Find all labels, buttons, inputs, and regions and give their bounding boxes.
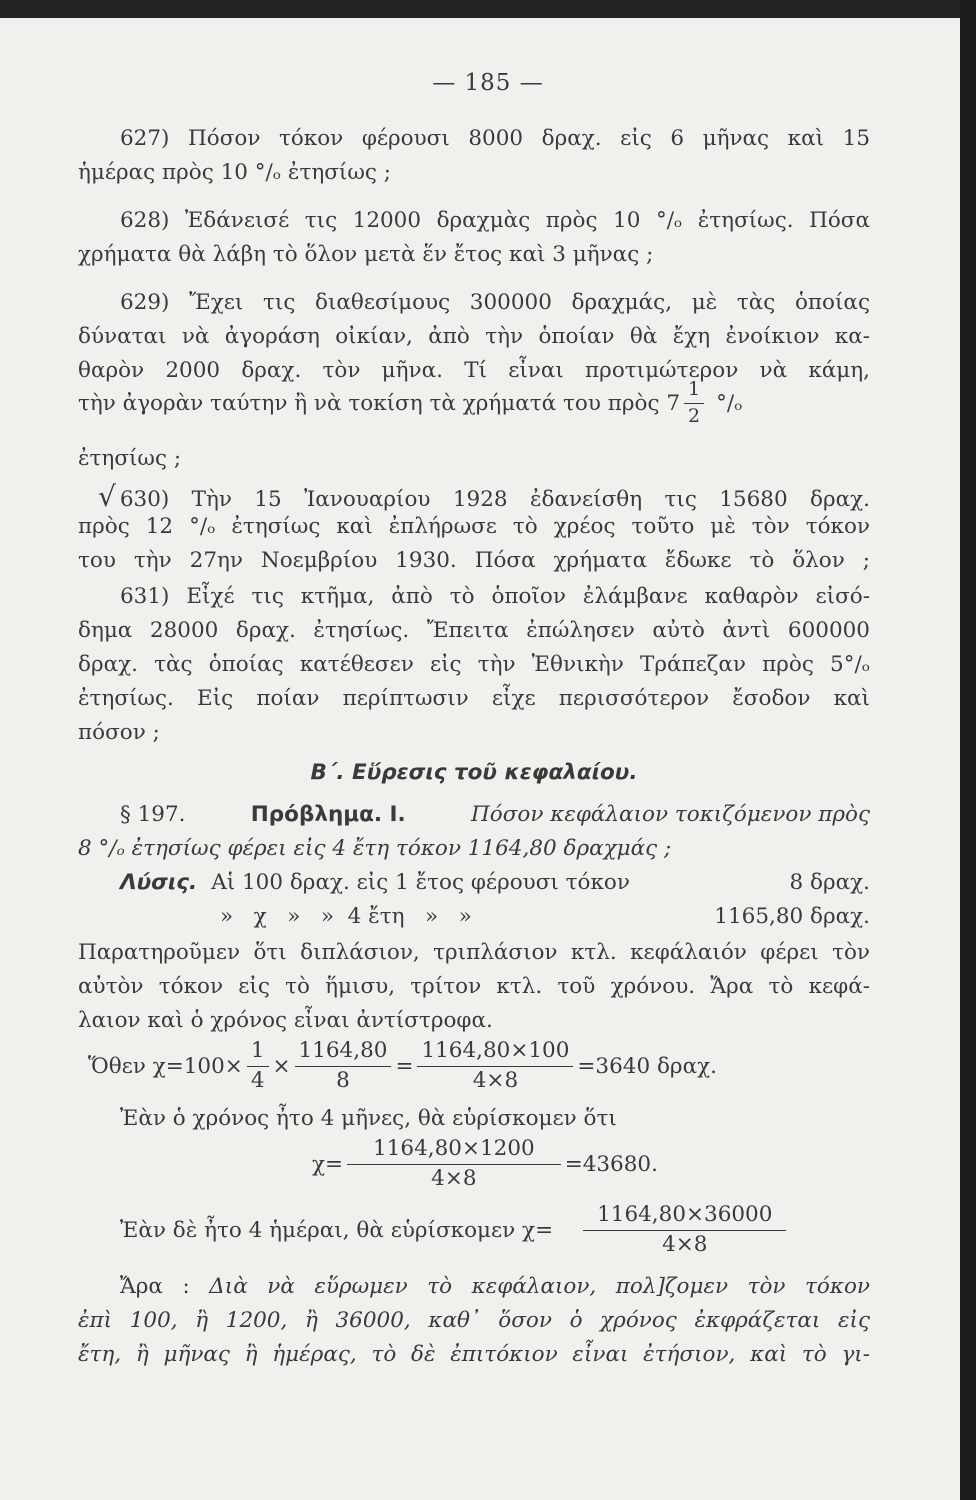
half-numerator: 1 [684,380,704,404]
solution-line-2-value: 1165,80 δραχ. [714,904,870,929]
equation-1 [88,1040,717,1092]
problem-629-line-4 [78,380,870,427]
fraction-numerator: 1164,80×100 [417,1040,573,1067]
check-mark: √ [98,480,116,513]
problem-197-question: Πόσον κεφάλαιον τοκιζόμενον πρὸς [471,802,870,827]
equation-2-lead: χ= [312,1151,344,1177]
solution-paragraph-line-2: αὐτὸν τόκον εἰς τὸ ἥμισυ, τρίτον κτλ. τοῦ χρόνου. Ἄρα τὸ κεφά- [78,974,870,999]
equation-1-result: =3640 δραχ. [577,1053,717,1079]
fraction-numerator: 1 [247,1040,269,1067]
problem-630-line-2: πρὸς 12 °/ₒ ἐτησίως καὶ ἐπλήρωσε τὸ χρέος τοῦτο μὲ τὸν τόκον [78,514,870,539]
solution-line-1 [120,870,870,895]
fraction-denominator: 8 [336,1067,350,1093]
days-line [120,1204,790,1256]
fraction-combined [417,1040,573,1092]
problem-631-line-1: 631) Εἶχέ τις κτῆμα, ἀπὸ τὸ ὁποῖον ἐλάμβανε καθαρὸν εἰσό- [120,584,870,609]
solution-label: Λύσις. [120,870,198,895]
problem-629-line-3: θαρὸν 2000 δραχ. τὸν μῆνα. Τί εἶναι προτιμώτερον νὰ κάμη, [78,358,870,383]
problem-631-line-3: δραχ. τὰς ὁποίας κατέθεσεν εἰς τὴν Ἐθνικὴν Τράπεζαν πρὸς 5°/ₒ [78,652,870,677]
section-number: § 197. [120,802,186,827]
conclusion-line-1 [120,1274,870,1299]
fraction-interest-over-eight [295,1040,392,1092]
solution-paragraph-line-1: Παρατηροῦμεν ὅτι διπλάσιον, τριπλάσιον κτλ. κεφάλαιόν φέρει τὸν [78,940,870,965]
fraction-months [347,1138,561,1190]
problem-627-line-1: 627) Πόσον τόκον φέρουσι 8000 δραχ. εἰς 6 μῆνας καὶ 15 [120,126,870,151]
fraction-numerator: 1164,80×1200 [347,1138,561,1165]
section-heading: Β΄. Εὕρεσις τοῦ κεφαλαίου. [310,760,638,785]
page-edge-shadow [960,0,976,1500]
problem-627-line-2: ἡμέρας πρὸς 10 °/ₒ ἐτησίως ; [78,160,391,185]
problem-label: Πρόβλημα. Ι. [250,802,406,827]
conclusion-line-1-text: Διὰ νὰ εὕρωμεν τὸ κεφάλαιον, πολ]ζομεν τὸν τόκον [209,1274,870,1299]
problem-197-line-1 [120,802,870,827]
conclusion-line-2: ἐπὶ 100, ἢ 1200, ἢ 36000, καθ᾽ ὅσον ὁ χρόνος ἐκφράζεται εἰς [78,1308,870,1333]
fraction-denominator: 4×8 [662,1231,708,1257]
fraction-denominator: 4×8 [472,1067,519,1093]
problem-630-line-3: του τὴν 27ην Νοεμβρίου 1930. Πόσα χρήματα ἔδωκε τὸ ὅλον ; [78,548,870,573]
fraction-denominator: 4 [250,1067,265,1093]
problem-631-line-2: δημα 28000 δραχ. ἐτησίως. Ἔπειτα ἐπώλησεν αὐτὸ ἀντὶ 600000 [78,618,870,643]
months-line: Ἐὰν ὁ χρόνος ἦτο 4 μῆνες, θὰ εὑρίσκομεν ὅτι [120,1106,617,1131]
solution-line-1-value: 8 δραχ. [789,870,870,895]
times-sign: × [272,1053,291,1079]
book-page [0,18,960,1500]
fraction-numerator: 1164,80 [295,1040,392,1067]
fraction-numerator: 1164,80×36000 [583,1204,786,1231]
fraction-days [583,1204,786,1256]
solution-line-2 [220,904,870,929]
problem-630-line-1 [98,480,870,513]
problem-629-line-5: ἐτησίως ; [78,446,182,471]
problem-631-line-5: πόσον ; [78,720,160,745]
equation-1-lead: Ὅθεν χ=100× [88,1053,243,1079]
solution-line-1-text: Αἱ 100 δραχ. εἰς 1 ἔτος φέρουσι τόκον [211,870,630,895]
problem-630-line-1-text: 630) Τὴν 15 Ἰανουαρίου 1928 ἐδανείσθη τις 15680 δραχ. [119,487,870,512]
days-line-text: Ἐὰν δὲ ἦτο 4 ἡμέραι, θὰ εὑρίσκομεν χ= [120,1217,554,1243]
problem-631-line-4: ἐτησίως. Εἰς ποίαν περίπτωσιν εἶχε περισσότερον ἔσοδον καὶ [78,686,870,711]
percent-sign: °/ₒ [716,390,743,416]
conclusion-lead: Ἄρα : [120,1274,190,1299]
equals-sign: = [395,1053,414,1079]
half-fraction [684,380,704,427]
equation-2-result: =43680. [564,1151,658,1177]
half-denominator: 2 [688,404,701,427]
solution-line-2-text: » χ » » 4 ἔτη » » [220,904,472,929]
fraction-one-quarter [247,1040,269,1092]
problem-628-line-2: χρήματα θὰ λάβη τὸ ὅλον μετὰ ἕν ἔτος καὶ 3 μῆνας ; [78,242,654,267]
problem-629-line-4-text: τὴν ἀγορὰν ταύτην ἢ νὰ τοκίση τὰ χρήματά του πρὸς 7 [78,390,680,416]
conclusion-line-3: ἔτη, ἢ μῆνας ἢ ἡμέρας, τὸ δὲ ἐπιτόκιον εἶναι ἐτήσιον, καὶ τὸ γι- [78,1342,870,1367]
problem-197-line-2: 8 °/ₒ ἐτησίως φέρει εἰς 4 ἔτη τόκον 1164,80 δραχμάς ; [78,836,672,861]
equation-2 [312,1138,658,1190]
problem-628-line-1: 628) Ἐδάνεισέ τις 12000 δραχμὰς πρὸς 10 °/ₒ ἐτησίως. Πόσα [120,208,870,233]
problem-629-line-2: δύναται νὰ ἀγοράση οἰκίαν, ἀπὸ τὴν ὁποίαν θὰ ἔχη ἐνοίκιον κα- [78,324,870,349]
page-number: — 185 — [432,70,544,96]
solution-paragraph-line-3: λαιον καὶ ὁ χρόνος εἶναι ἀντίστροφα. [78,1008,493,1033]
fraction-denominator: 4×8 [431,1165,477,1191]
problem-629-line-1: 629) Ἔχει τις διαθεσίμους 300000 δραχμάς, μὲ τὰς ὁποίας [120,290,870,315]
